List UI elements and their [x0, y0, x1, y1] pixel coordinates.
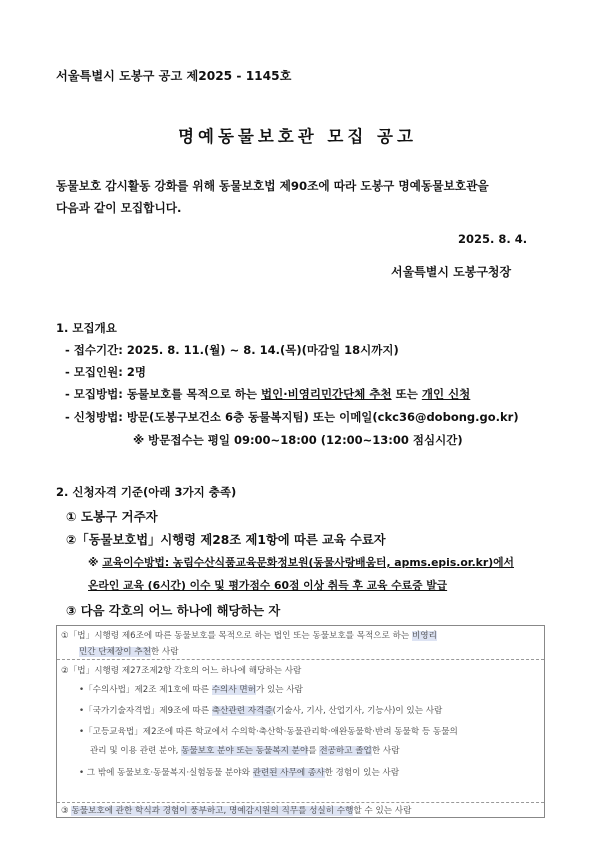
r2b-text: •「국가기술자격법」제9조에 따른 — [79, 706, 212, 716]
r1a-text: ①「법」시행령 제6조에 따른 동물보호를 목적으로 하는 법인 또는 동물보호를 목적으로 하는 — [61, 631, 412, 641]
r2a-text: •「수의사법」제2조 제1호에 따른 — [79, 685, 212, 695]
box-row-2b — [79, 704, 442, 716]
apply-method: - 신청방법: 방문(도봉구보건소 6층 동물복지팀) 또는 이메일(ckc36@dobong.go.kr) — [65, 410, 519, 424]
r2d-post: 한 사람 — [371, 746, 400, 756]
r2d-mid: 를 — [308, 746, 320, 756]
box-row-3 — [61, 804, 411, 816]
section-1-heading: 1. 모집개요 — [56, 321, 117, 335]
box-row-2e — [79, 766, 399, 778]
method-personal: 개인 신청 — [421, 387, 471, 401]
notice-number: 서울특별시 도봉구 공고 제2025 - 1145호 — [56, 69, 292, 83]
issuer: 서울특별시 도봉구청장 — [391, 265, 512, 279]
intro-line-2: 다음과 같이 모집합니다. — [56, 201, 182, 215]
r2b-post: (기술사, 기사, 산업기사, 기능사)이 있는 사람 — [272, 706, 443, 716]
intro-line-1: 동물보호 감시활동 강화를 위해 동물보호법 제90조에 따라 도봉구 명예동물보호관을 — [56, 179, 489, 193]
r2d-text: 관리 및 이용 관련 분야, — [90, 746, 182, 756]
box-row-2c: •「고등교육법」제2조에 따른 학교에서 수의학·축산학·동물관리학·애완동물학·반려 동물학 등 동물의 — [79, 727, 458, 737]
r1b-text: 한 사람 — [150, 647, 179, 657]
r1a-highlight: 비영리 — [411, 631, 437, 641]
box-row-2: ②「법」시행령 제27조제2항 각호의 어느 하나에 해당하는 사람 — [61, 666, 302, 676]
r2e-text: • 그 밖에 동물보호·동물복지·실험동물 분야와 — [79, 768, 253, 778]
r2a-highlight: 수의사 면허 — [211, 685, 256, 695]
r2d-highlight: 동물보호 분야 또는 동물복지 분야 — [181, 746, 309, 756]
edu-method-text: 교육이수방법: 농림수산식품교육문화정보원(동물사랑배움터, apms.epis.or.kr)에서 — [102, 556, 514, 569]
box-row-1a — [61, 629, 437, 641]
criteria-1: ① 도봉구 거주자 — [66, 509, 158, 524]
r1b-highlight: 민간 단체장이 추천 — [79, 647, 151, 657]
r2d-highlight-2: 전공하고 졸업 — [319, 746, 372, 756]
notice-date: 2025. 8. 4. — [458, 232, 528, 246]
method-org: 법인·비영리민간단체 추천 — [261, 387, 392, 401]
box-row-1b — [79, 645, 179, 657]
recruit-count: - 모집인원: 2명 — [65, 365, 146, 379]
box-row-2a — [79, 683, 303, 695]
r2b-highlight: 축산관련 자격증 — [211, 706, 273, 716]
edu-method-line-2: 온라인 교육 (6시간) 이수 및 평가점수 60점 이상 취득 후 교육 수료증 발급 — [88, 579, 448, 592]
r3-post: 할 수 있는 사람 — [353, 806, 412, 816]
criteria-2: ②「동물보호법」시행령 제28조 제1항에 따른 교육 수료자 — [66, 533, 386, 547]
recruit-method — [65, 386, 470, 402]
criteria-3: ③ 다음 각호의 어느 하나에 해당하는 자 — [66, 604, 281, 618]
box-row-2d — [90, 744, 400, 756]
visit-note: ※ 방문접수는 평일 09:00~18:00 (12:00~13:00 점심시간) — [133, 433, 463, 447]
r3-highlight: 동물보호에 관한 학식과 경험이 풍부하고, 명예감시원의 직무를 성실히 수행 — [71, 806, 354, 816]
section-2-heading: 2. 신청자격 기준(아래 3가지 충족) — [56, 485, 237, 499]
r2a-post: 가 있는 사람 — [255, 685, 303, 695]
edu-note-mark: ※ — [88, 556, 103, 569]
qualification-box — [56, 625, 545, 818]
page-title: 명예동물보호관 모집 공고 — [178, 127, 417, 146]
box-divider — [57, 802, 544, 803]
method-mid: 또는 — [391, 387, 422, 401]
box-divider — [57, 659, 544, 660]
r3-num: ③ — [61, 806, 72, 816]
recruit-period: - 접수기간: 2025. 8. 11.(월) ~ 8. 14.(목)(마감일 18시까지) — [65, 343, 399, 357]
r2e-highlight: 관련된 사무에 종사 — [252, 768, 325, 778]
r2e-post: 한 경험이 있는 사람 — [324, 768, 400, 778]
method-prefix: - 모집방법: 동물보호를 목적으로 하는 — [65, 387, 262, 401]
edu-method-line-1 — [88, 555, 514, 570]
